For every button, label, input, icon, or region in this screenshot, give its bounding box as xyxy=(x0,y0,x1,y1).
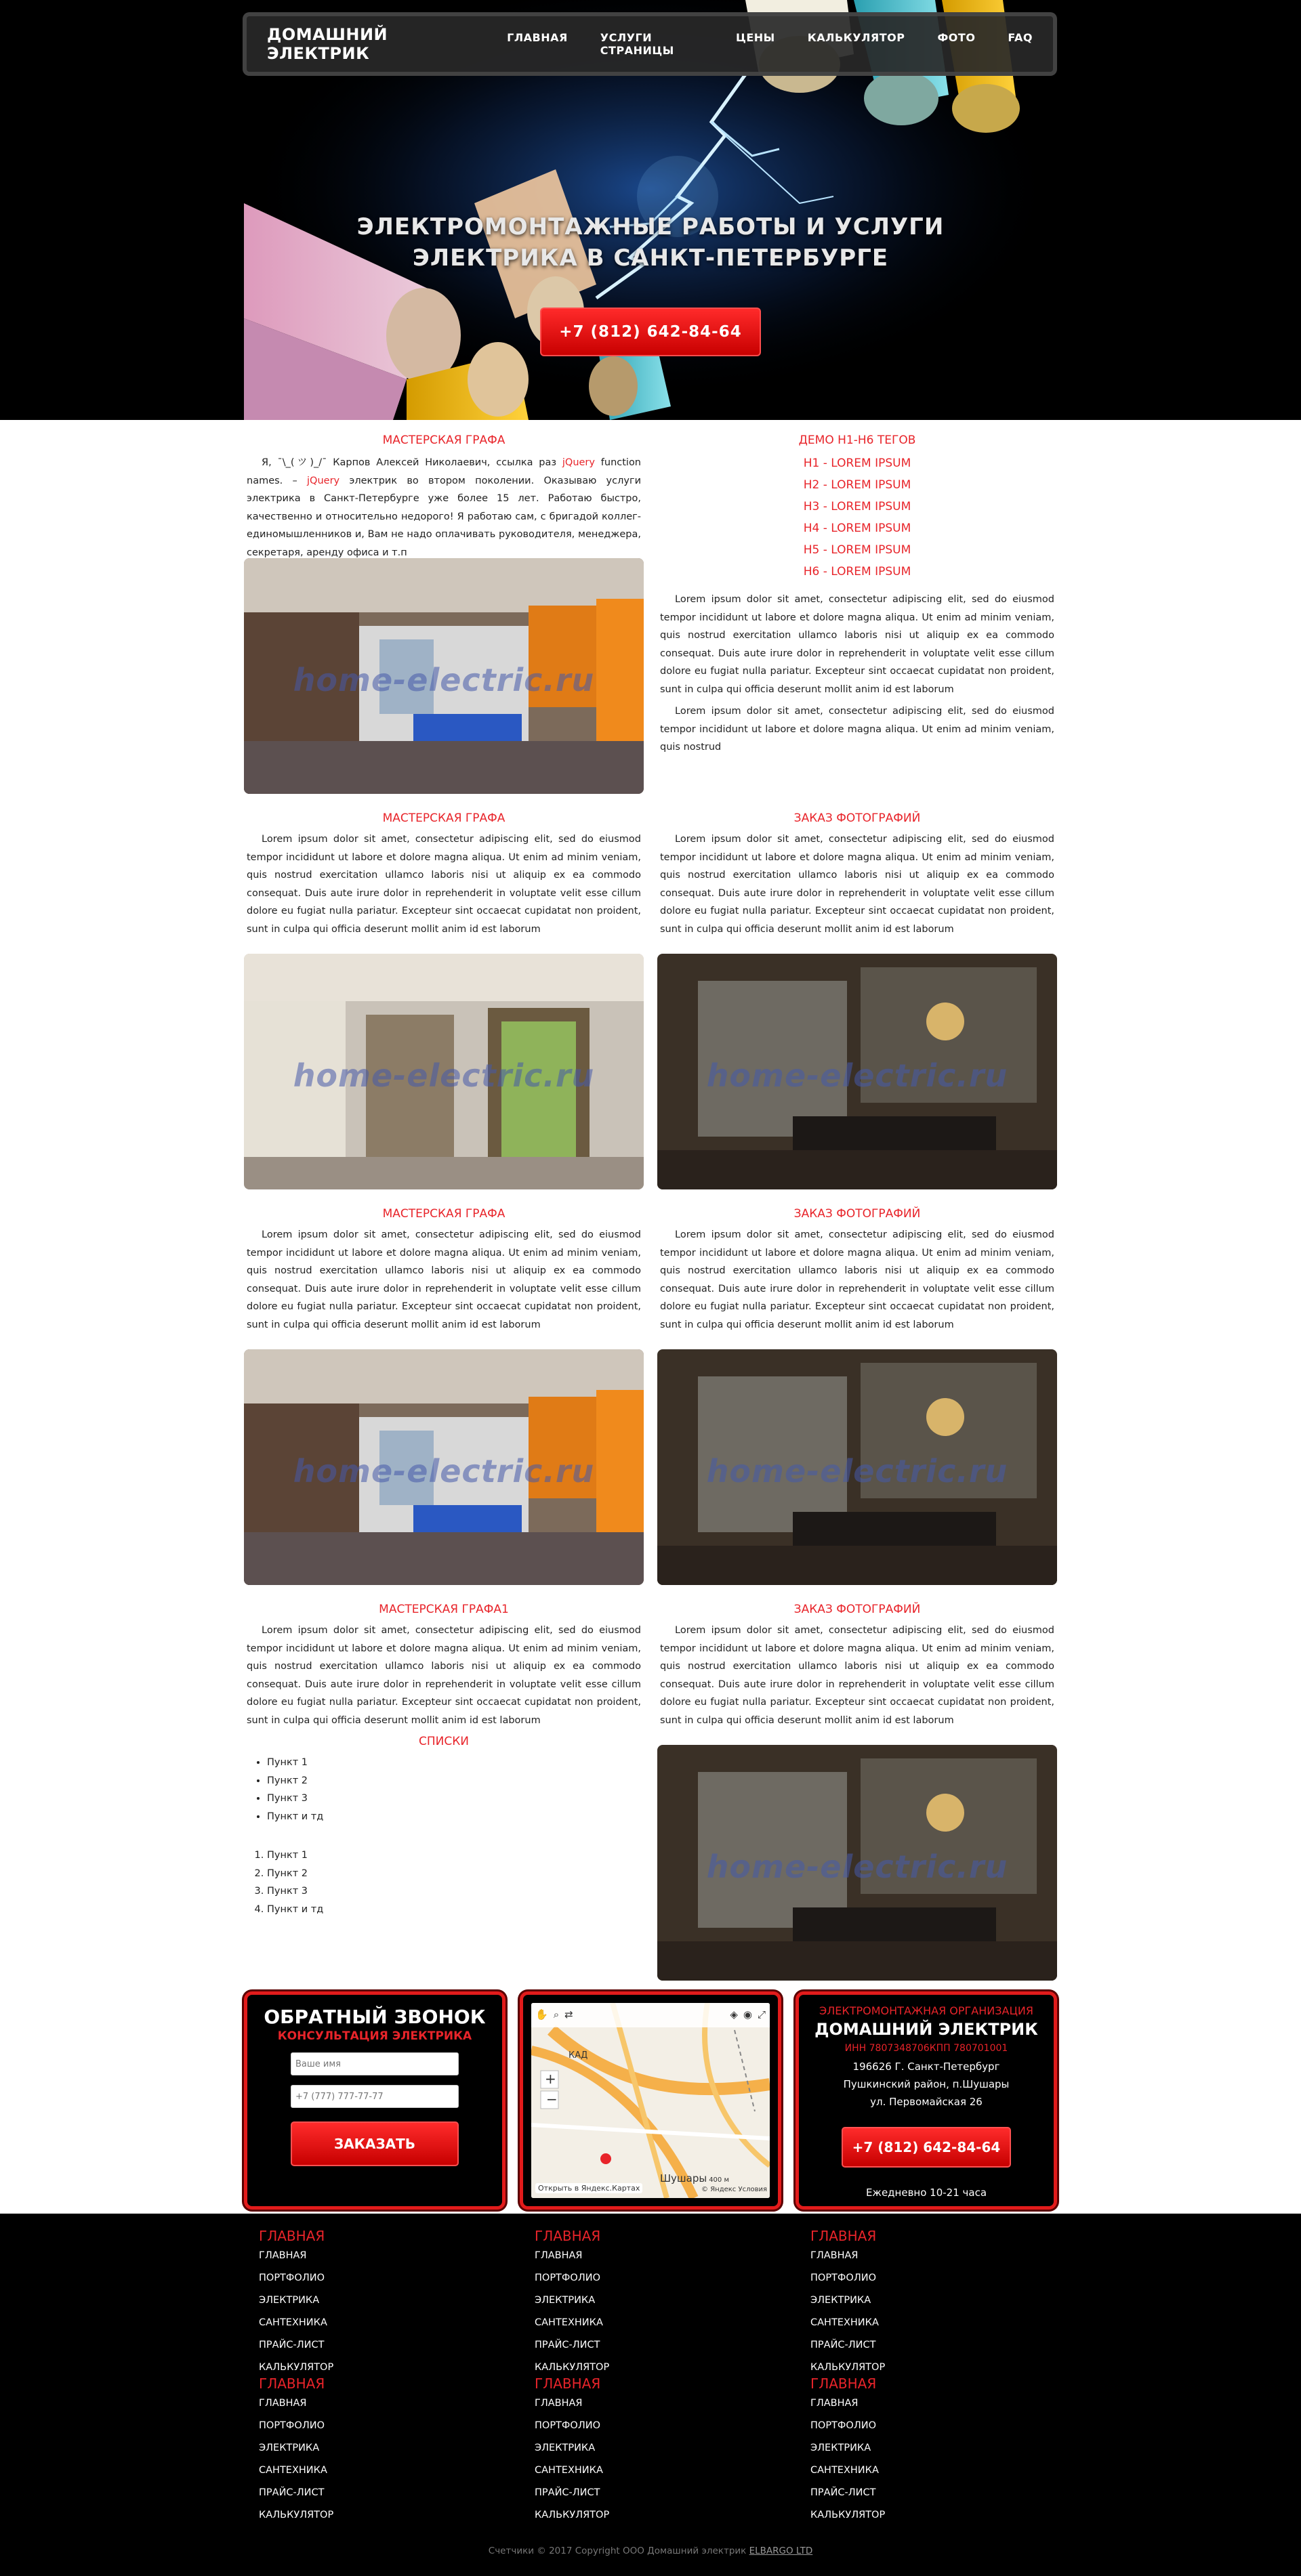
footer-link[interactable]: ПРАЙС-ЛИСТ xyxy=(810,2487,876,2498)
bullet-list xyxy=(249,1754,641,1825)
map-controls xyxy=(730,2008,766,2021)
traffic-icon[interactable]: ◉ xyxy=(743,2008,752,2021)
footer-menu-column xyxy=(259,2227,503,2379)
hand-icon[interactable]: ✋ xyxy=(535,2008,548,2021)
site-logo[interactable]: ДОМАШНИЙ ЭЛЕКТРИК xyxy=(267,25,388,63)
route-icon[interactable]: ⇄ xyxy=(564,2008,573,2021)
footer-menu-column xyxy=(535,2375,779,2527)
demo-paragraph-2: Lorem ipsum dolor sit amet, consectetur adipiscing elit, sed do eiusmod tempor incididunt ut labore et dolore magna aliqua. Ut enim ad minim veniam, quis nostrud xyxy=(660,706,1054,753)
footer-link[interactable]: САНТЕХНИКА xyxy=(259,2465,327,2476)
hero-title-line-1: ЭЛЕКТРОМОНТАЖНЫЕ РАБОТЫ И УСЛУГИ xyxy=(356,213,945,240)
list-item: 4. Пункт и тд xyxy=(267,1901,641,1919)
intro-text-3: электрик во втором поколении. Оказываю услуги электрика в Санкт-Петербурге уже более 15 лет. Работаю быстро, качественно и относительно недорого! Я работаю сам, с бригадой коллег-единомышленников и, Вам не надо оплачивать руководителя, менеджера, секретаря, аренду офиса и т.п xyxy=(247,475,641,558)
footer-link[interactable]: ПОРТФОЛИО xyxy=(810,2420,876,2431)
section-heading: ЗАКАЗ ФОТОГРАФИЙ xyxy=(793,1207,921,1221)
list-item: • Пункт 3 xyxy=(267,1790,641,1808)
kitchen-photo-3 xyxy=(244,1349,644,1585)
contact-inn: ИНН 7807348706КПП 780701001 xyxy=(844,2043,1008,2054)
section-right-2 xyxy=(660,811,1054,938)
demo-tag-h2: H2 - LOREM IPSUM xyxy=(803,478,911,492)
footer-link[interactable]: ЭЛЕКТРИКА xyxy=(535,2443,596,2453)
section-paragraph: Lorem ipsum dolor sit amet, consectetur adipiscing elit, sed do eiusmod tempor incididunt ut labore et dolore magna aliqua. Ut enim ad minim veniam, quis nostrud exercitation ullamco laboris nisi ut aliquip ex ea commodo consequat. Duis aute irure dolor in reprehenderit in voluptate velit esse cillum dolore eu fugiat nulla pariatur. Excepteur sint occaecat cupidatat non proident, sunt in culpa qui officia deserunt mollit anim id est laborum xyxy=(660,834,1054,935)
main-content xyxy=(0,420,1301,2212)
section-paragraph: Lorem ipsum dolor sit amet, consectetur adipiscing elit, sed do eiusmod tempor incididunt ut labore et dolore magna aliqua. Ut enim ad minim veniam, quis nostrud exercitation ullamco laboris nisi ut aliquip ex ea commodo consequat. Duis aute irure dolor in reprehenderit in voluptate velit esse cillum dolore eu fugiat nulla pariatur. Excepteur sint occaecat cupidatat non proident, sunt in culpa qui officia deserunt mollit anim id est laborum xyxy=(247,1625,641,1726)
demo-tag-h5: H5 - LOREM IPSUM xyxy=(803,543,911,557)
demo-heading: ДЕМО H1-H6 ТЕГОВ xyxy=(798,434,916,447)
nav-item-prices[interactable]: ЦЕНЫ xyxy=(735,31,775,44)
list-item: • Пункт и тд xyxy=(267,1808,641,1826)
jquery-link-1[interactable]: jQuery xyxy=(562,457,595,468)
section-left-4 xyxy=(247,1603,641,1918)
footer-menu-column xyxy=(535,2227,779,2379)
footer-link[interactable]: ГЛАВНАЯ xyxy=(259,2250,307,2261)
numbered-list xyxy=(249,1846,641,1918)
footer-link[interactable]: ГЛАВНАЯ xyxy=(810,2398,859,2409)
list-item: 3. Пункт 3 xyxy=(267,1882,641,1901)
footer-link[interactable]: ПОРТФОЛИО xyxy=(535,2420,600,2431)
footer-link[interactable]: САНТЕХНИКА xyxy=(810,2317,879,2328)
map-scale: 400 м xyxy=(709,2176,729,2184)
top-navigation-bar xyxy=(243,12,1057,76)
footer-link[interactable]: ПРАЙС-ЛИСТ xyxy=(259,2487,325,2498)
elbargo-link[interactable]: ELBARGO LTD xyxy=(749,2546,813,2556)
footer-link[interactable]: ЭЛЕКТРИКА xyxy=(810,2295,871,2306)
footer-link[interactable]: ЭЛЕКТРИКА xyxy=(259,2295,320,2306)
dining-photo-2 xyxy=(657,954,1057,1189)
section-heading: ЗАКАЗ ФОТОГРАФИЙ xyxy=(793,1603,921,1616)
watermark: home-electric.ru xyxy=(706,1057,1008,1095)
footer-menu-heading[interactable]: ГЛАВНАЯ xyxy=(810,2228,877,2244)
layers-icon[interactable]: ◈ xyxy=(730,2008,738,2021)
svg-text:+: + xyxy=(545,2071,556,2087)
demo-tag-list xyxy=(660,452,1054,583)
fullscreen-icon[interactable]: ⤢ xyxy=(757,2008,766,2021)
contact-phone-button[interactable]: +7 (812) 642-84-64 xyxy=(842,2127,1011,2168)
map-toolbar xyxy=(535,2008,573,2021)
name-input[interactable] xyxy=(291,2052,459,2075)
footer-link[interactable]: ЭЛЕКТРИКА xyxy=(259,2443,320,2453)
demo-tag-h3: H3 - LOREM IPSUM xyxy=(803,500,911,513)
footer-link[interactable]: ПРАЙС-ЛИСТ xyxy=(259,2340,325,2350)
footer-menu-heading[interactable]: ГЛАВНАЯ xyxy=(259,2228,325,2244)
dining-photo-3 xyxy=(657,1349,1057,1585)
section-paragraph: Lorem ipsum dolor sit amet, consectetur adipiscing elit, sed do eiusmod tempor incididunt ut labore et dolore magna aliqua. Ut enim ad minim veniam, quis nostrud exercitation ullamco laboris nisi ut aliquip ex ea commodo consequat. Duis aute irure dolor in reprehenderit in voluptate velit esse cillum dolore eu fugiat nulla pariatur. Excepteur sint occaecat cupidatat non proident, sunt in culpa qui officia deserunt mollit anim id est laborum xyxy=(247,834,641,935)
footer-link[interactable]: САНТЕХНИКА xyxy=(259,2317,327,2328)
magnifier-icon[interactable]: ⌕ xyxy=(553,2008,560,2021)
footer-link[interactable]: КАЛЬКУЛЯТОР xyxy=(810,2362,886,2373)
footer-menu-column xyxy=(810,2375,1054,2527)
footer-link[interactable]: САНТЕХНИКА xyxy=(535,2317,603,2328)
watermark: home-electric.ru xyxy=(293,1453,595,1490)
intro-text-2: function names. – xyxy=(247,457,642,486)
contact-address-3: ул. Первомайская 26 xyxy=(870,2096,983,2108)
contact-org: ЭЛЕКТРОМОНТАЖНАЯ ОРГАНИЗАЦИЯ xyxy=(819,2004,1033,2017)
footer-menu-heading[interactable]: ГЛАВНАЯ xyxy=(535,2228,601,2244)
contact-box xyxy=(796,1991,1057,2210)
demo-tag-h1: H1 - LOREM IPSUM xyxy=(803,457,911,470)
contact-address-2: Пушкинский район, п.Шушары xyxy=(843,2078,1010,2090)
map-image xyxy=(531,2003,770,2198)
contact-name: ДОМАШНИЙ ЭЛЕКТРИК xyxy=(814,2020,1038,2039)
demo-tag-h4: H4 - LOREM IPSUM xyxy=(803,522,911,535)
list-item: • Пункт 2 xyxy=(267,1772,641,1790)
nav-item-services[interactable]: УСЛУГИ СТРАНИЦЫ xyxy=(600,31,674,57)
lists-heading: СПИСКИ xyxy=(418,1735,470,1748)
nav-item-photo[interactable]: ФОТО xyxy=(937,31,976,44)
map-label-kad: КАД xyxy=(569,2050,588,2061)
footer-link[interactable]: КАЛЬКУЛЯТОР xyxy=(259,2362,334,2373)
demo-paragraph-1: Lorem ipsum dolor sit amet, consectetur adipiscing elit, sed do eiusmod tempor incididunt ut labore et dolore magna aliqua. Ut enim ad minim veniam, quis nostrud exercitation ullamco laboris nisi ut aliquip ex ea commodo consequat. Duis aute irure dolor in reprehenderit in voluptate velit esse cillum dolore eu fugiat nulla pariatur. Excepteur sint occaecat cupidatat non proident, sunt in culpa qui officia deserunt mollit anim id est laborum xyxy=(660,594,1054,695)
section-paragraph: Lorem ipsum dolor sit amet, consectetur adipiscing elit, sed do eiusmod tempor incididunt ut labore et dolore magna aliqua. Ut enim ad minim veniam, quis nostrud exercitation ullamco laboris nisi ut aliquip ex ea commodo consequat. Duis aute irure dolor in reprehenderit in voluptate velit esse cillum dolore eu fugiat nulla pariatur. Excepteur sint occaecat cupidatat non proident, sunt in culpa qui officia deserunt mollit anim id est laborum xyxy=(660,1625,1054,1726)
footer-menu-heading[interactable]: ГЛАВНАЯ xyxy=(535,2376,601,2392)
yandex-map[interactable] xyxy=(531,2003,770,2198)
footer-link[interactable]: КАЛЬКУЛЯТОР xyxy=(535,2362,610,2373)
section-left-3 xyxy=(247,1207,641,1334)
section-paragraph: Lorem ipsum dolor sit amet, consectetur adipiscing elit, sed do eiusmod tempor incididunt ut labore et dolore magna aliqua. Ut enim ad minim veniam, quis nostrud exercitation ullamco laboris nisi ut aliquip ex ea commodo consequat. Duis aute irure dolor in reprehenderit in voluptate velit esse cillum dolore eu fugiat nulla pariatur. Excepteur sint occaecat cupidatat non proident, sunt in culpa qui officia deserunt mollit anim id est laborum xyxy=(247,1229,641,1330)
map-label-place: Шушары xyxy=(660,2172,707,2184)
order-call-button[interactable]: ЗАКАЗАТЬ xyxy=(291,2121,459,2166)
hero-title-line-2: ЭЛЕКТРИКА В САНКТ-ПЕТЕРБУРГЕ xyxy=(412,245,889,272)
phone-input[interactable] xyxy=(291,2085,459,2108)
section-paragraph: Lorem ipsum dolor sit amet, consectetur adipiscing elit, sed do eiusmod tempor incididunt ut labore et dolore magna aliqua. Ut enim ad minim veniam, quis nostrud exercitation ullamco laboris nisi ut aliquip ex ea commodo consequat. Duis aute irure dolor in reprehenderit in voluptate velit esse cillum dolore eu fugiat nulla pariatur. Excepteur sint occaecat cupidatat non proident, sunt in culpa qui officia deserunt mollit anim id est laborum xyxy=(660,1229,1054,1330)
demo-section xyxy=(660,434,1054,757)
section-heading: МАСТЕРСКАЯ ГРАФА xyxy=(382,1207,505,1221)
section-heading: МАСТЕРСКАЯ ГРАФА1 xyxy=(379,1603,509,1616)
footer xyxy=(0,2214,1301,2576)
hero-banner xyxy=(0,0,1301,420)
footer-link[interactable]: ПОРТФОЛИО xyxy=(259,2420,325,2431)
footer-link[interactable]: САНТЕХНИКА xyxy=(810,2465,879,2476)
copyright-text: Счетчики © 2017 Copyright ООО Домашний электрик xyxy=(488,2546,749,2556)
open-in-yandex-link[interactable]: Открыть в Яндекс.Картах xyxy=(535,2183,642,2193)
intro-text-1: Я, ¯\_(ツ)_/¯ Карпов Алексей Николаевич, ссылка раз xyxy=(262,457,562,468)
intro-paragraph xyxy=(247,454,641,562)
intro-heading: МАСТЕРСКАЯ ГРАФА xyxy=(382,434,505,447)
nav-item-main[interactable]: ГЛАВНАЯ xyxy=(507,31,568,44)
footer-link[interactable]: ПРАЙС-ЛИСТ xyxy=(535,2487,600,2498)
callback-subtitle: КОНСУЛЬТАЦИЯ ЭЛЕКТРИКА xyxy=(277,2029,472,2043)
footer-link[interactable]: ПРАЙС-ЛИСТ xyxy=(810,2340,876,2350)
contact-address-1: 196626 Г. Санкт-Петербург xyxy=(852,2061,1000,2073)
callback-title: ОБРАТНЫЙ ЗВОНОК xyxy=(264,2006,486,2028)
footer-link[interactable]: ГЛАВНАЯ xyxy=(535,2398,583,2409)
jquery-link-2[interactable]: jQuery xyxy=(307,475,340,486)
demo-tag-h6: H6 - LOREM IPSUM xyxy=(803,565,911,578)
footer-link[interactable]: ПОРТФОЛИО xyxy=(810,2273,876,2283)
contact-hours: Ежедневно 10-21 часа xyxy=(865,2187,987,2199)
section-heading: МАСТЕРСКАЯ ГРАФА xyxy=(382,811,505,825)
kitchen-photo-1 xyxy=(244,558,644,794)
list-item: • Пункт 1 xyxy=(267,1754,641,1772)
hero-phone-button[interactable]: +7 (812) 642-84-64 xyxy=(540,308,761,356)
watermark: home-electric.ru xyxy=(293,662,595,699)
nav-item-calculator[interactable]: КАЛЬКУЛЯТОР xyxy=(807,31,905,44)
footer-link[interactable]: ГЛАВНАЯ xyxy=(535,2250,583,2261)
section-right-4 xyxy=(660,1603,1054,1729)
svg-text:−: − xyxy=(546,2091,558,2107)
footer-link[interactable]: САНТЕХНИКА xyxy=(535,2465,603,2476)
footer-link[interactable]: ПОРТФОЛИО xyxy=(259,2273,325,2283)
map-copyright: © Яндекс Условия xyxy=(701,2186,767,2193)
watermark: home-electric.ru xyxy=(293,1057,595,1095)
list-item: 2. Пункт 2 xyxy=(267,1865,641,1883)
footer-link[interactable]: КАЛЬКУЛЯТОР xyxy=(535,2510,610,2520)
footer-link[interactable]: ЭЛЕКТРИКА xyxy=(535,2295,596,2306)
footer-link[interactable]: ГЛАВНАЯ xyxy=(810,2250,859,2261)
room-photo-2 xyxy=(244,954,644,1189)
footer-copyright xyxy=(0,2546,1301,2556)
footer-link[interactable]: ЭЛЕКТРИКА xyxy=(810,2443,871,2453)
list-item: 1. Пункт 1 xyxy=(267,1846,641,1865)
section-right-3 xyxy=(660,1207,1054,1334)
section-heading: ЗАКАЗ ФОТОГРАФИЙ xyxy=(793,811,921,825)
footer-menu-column xyxy=(259,2375,503,2527)
footer-menu-column xyxy=(810,2227,1054,2379)
intro-section xyxy=(247,434,641,562)
footer-link[interactable]: ПРАЙС-ЛИСТ xyxy=(535,2340,600,2350)
callback-box xyxy=(244,1991,505,2210)
hero-title xyxy=(0,211,1301,274)
section-left-2 xyxy=(247,811,641,938)
watermark: home-electric.ru xyxy=(706,1849,1008,1886)
nav-item-faq[interactable]: FAQ xyxy=(1008,31,1033,44)
footer-menu-heading[interactable]: ГЛАВНАЯ xyxy=(259,2376,325,2392)
map-box xyxy=(520,1991,781,2210)
footer-link[interactable]: ГЛАВНАЯ xyxy=(259,2398,307,2409)
footer-link[interactable]: КАЛЬКУЛЯТОР xyxy=(259,2510,334,2520)
footer-link[interactable]: КАЛЬКУЛЯТОР xyxy=(810,2510,886,2520)
main-nav xyxy=(507,31,1033,57)
footer-link[interactable]: ПОРТФОЛИО xyxy=(535,2273,600,2283)
footer-menu-heading[interactable]: ГЛАВНАЯ xyxy=(810,2376,877,2392)
watermark: home-electric.ru xyxy=(706,1453,1008,1490)
dining-photo-4 xyxy=(657,1745,1057,1981)
